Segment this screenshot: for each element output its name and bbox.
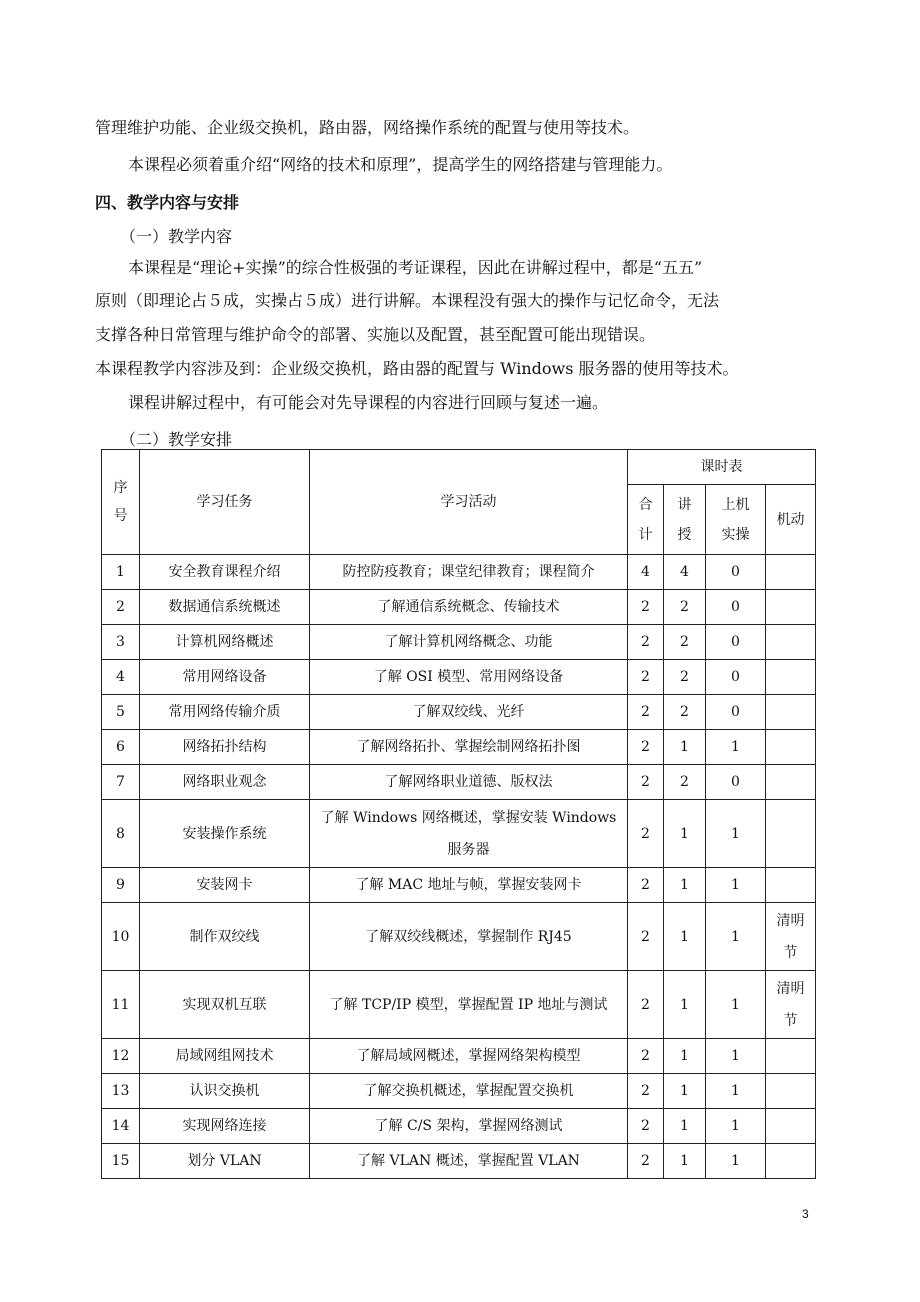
cell-practice-text: 1: [731, 1048, 740, 1064]
cell-lecture: [664, 765, 706, 800]
cell-flex: [766, 971, 816, 1039]
cell-practice-text: 1: [731, 739, 740, 755]
cell-task: [140, 868, 310, 903]
cell-flex: [766, 1144, 816, 1179]
cell-task-text: 网络职业观念: [182, 774, 267, 790]
cell-total-text: 2: [641, 739, 650, 755]
cell-practice: [706, 868, 766, 903]
cell-task: [140, 800, 310, 868]
cell-practice-text: 0: [731, 599, 740, 615]
cell-lecture: [664, 1074, 706, 1109]
cell-total: [628, 765, 664, 800]
cell-task: [140, 695, 310, 730]
cell-activity: [310, 625, 628, 660]
cell-practice: [706, 1074, 766, 1109]
paragraph-line: 支撑各种日常管理与维护命令的部署、实施以及配置，甚至配置可能出现错误。: [95, 325, 656, 344]
cell-activity: [310, 1109, 628, 1144]
cell-flex-text: 节: [783, 1012, 798, 1029]
cell-lecture: [664, 868, 706, 903]
cell-practice: [706, 1109, 766, 1144]
cell-flex-text: 清明: [776, 912, 805, 929]
cell-lecture-text: 1: [680, 928, 689, 945]
cell-total-text: 2: [641, 634, 650, 650]
cell-activity-text: 了解计算机网络概念、功能: [384, 634, 553, 650]
cell-lecture-text: 2: [680, 774, 689, 790]
cell-activity-text: 了解双绞线、光纤: [412, 704, 525, 720]
cell-lecture: [664, 1144, 706, 1179]
cell-flex: [766, 555, 816, 590]
cell-activity-text: 防控防疫教育；课堂纪律教育；课程简介: [342, 564, 595, 580]
cell-lecture: [664, 730, 706, 765]
cell-practice: [706, 1039, 766, 1074]
header-total: [628, 485, 664, 555]
cell-practice: [706, 971, 766, 1039]
header-hours-group: [628, 450, 816, 485]
header-seq-text: 序: [113, 480, 128, 496]
cell-practice: [706, 590, 766, 625]
cell-total: [628, 1144, 664, 1179]
paragraph-line: 原则（即理论占５成，实操占５成）进行讲解。本课程没有强大的操作与记忆命令，无法: [95, 291, 720, 310]
cell-lecture-text: 2: [680, 634, 689, 650]
cell-total: [628, 695, 664, 730]
header-practice: [706, 485, 766, 555]
cell-task-text: 常用网络传输介质: [168, 704, 281, 720]
cell-total-text: 2: [641, 996, 650, 1013]
table-row: [102, 971, 816, 1039]
table-row: [102, 765, 816, 800]
cell-activity-text: 了解双绞线概述，掌握制作 RJ45: [365, 928, 572, 945]
cell-total: [628, 730, 664, 765]
cell-practice-text: 0: [731, 669, 740, 685]
cell-lecture: [664, 903, 706, 971]
cell-lecture: [664, 695, 706, 730]
cell-practice-text: 1: [731, 1153, 740, 1169]
cell-practice: [706, 695, 766, 730]
cell-activity-text: 了解 VLAN 概述，掌握配置 VLAN: [357, 1153, 580, 1169]
cell-practice-text: 1: [731, 928, 740, 945]
cell-activity: [310, 1144, 628, 1179]
cell-practice-text: 1: [731, 996, 740, 1013]
header-activity: [310, 450, 628, 555]
cell-task-text: 认识交换机: [189, 1083, 260, 1099]
table-row: [102, 903, 816, 971]
cell-activity-text: 了解 Windows 网络概述，掌握安装 Windows: [320, 809, 617, 826]
cell-total: [628, 625, 664, 660]
table-row: [102, 625, 816, 660]
cell-no: [102, 590, 140, 625]
cell-flex: [766, 1109, 816, 1144]
section-heading: 四、教学内容与安排: [95, 193, 240, 212]
header-activity-text: 学习活动: [440, 494, 497, 510]
cell-total: [628, 660, 664, 695]
cell-no-text: 8: [116, 825, 125, 842]
cell-task-text: 网络拓扑结构: [182, 739, 267, 755]
cell-activity: [310, 903, 628, 971]
table-row: [102, 1144, 816, 1179]
paragraph-line: 课程讲解过程中，有可能会对先导课程的内容进行回顾与复述一遍。: [128, 393, 609, 412]
cell-total: [628, 555, 664, 590]
cell-lecture: [664, 971, 706, 1039]
header-task-text: 学习任务: [196, 494, 253, 510]
cell-lecture: [664, 660, 706, 695]
table-row: [102, 660, 816, 695]
cell-activity-text: 了解 MAC 地址与帧，掌握安装网卡: [355, 877, 582, 893]
cell-total-text: 2: [641, 669, 650, 685]
cell-no: [102, 1074, 140, 1109]
cell-activity-text: 了解 C/S 架构，掌握网络测试: [374, 1118, 563, 1134]
cell-no-text: 14: [111, 1118, 130, 1134]
header-total-text: 合: [638, 496, 653, 513]
cell-total-text: 2: [641, 825, 650, 842]
header-flex-text: 机动: [776, 511, 805, 528]
cell-activity-text: 了解 TCP/IP 模型，掌握配置 IP 地址与测试: [329, 996, 608, 1013]
cell-no-text: 10: [111, 928, 130, 945]
cell-activity: [310, 971, 628, 1039]
table-row: [102, 800, 816, 868]
cell-no-text: 3: [116, 634, 125, 650]
cell-flex: [766, 590, 816, 625]
cell-no-text: 11: [111, 996, 130, 1013]
cell-flex: [766, 625, 816, 660]
cell-no: [102, 765, 140, 800]
cell-activity: [310, 590, 628, 625]
cell-total: [628, 1074, 664, 1109]
cell-lecture: [664, 625, 706, 660]
cell-practice: [706, 1144, 766, 1179]
cell-lecture-text: 1: [680, 1118, 689, 1134]
cell-activity: [310, 695, 628, 730]
cell-lecture-text: 2: [680, 704, 689, 720]
page-number: 3: [802, 1207, 809, 1221]
cell-total: [628, 1109, 664, 1144]
cell-task: [140, 555, 310, 590]
cell-total-text: 2: [641, 1153, 650, 1169]
cell-total: [628, 590, 664, 625]
cell-practice-text: 0: [731, 704, 740, 720]
cell-total-text: 2: [641, 1083, 650, 1099]
cell-task: [140, 590, 310, 625]
cell-activity: [310, 730, 628, 765]
cell-lecture-text: 1: [680, 1048, 689, 1064]
table-row: [102, 1074, 816, 1109]
cell-no-text: 13: [111, 1083, 130, 1099]
cell-task: [140, 730, 310, 765]
cell-task: [140, 1039, 310, 1074]
cell-task-text: 实现网络连接: [182, 1118, 267, 1134]
cell-no: [102, 625, 140, 660]
cell-practice: [706, 730, 766, 765]
cell-lecture: [664, 555, 706, 590]
cell-flex: [766, 660, 816, 695]
cell-lecture: [664, 800, 706, 868]
cell-practice: [706, 625, 766, 660]
table-row: [102, 695, 816, 730]
cell-no: [102, 971, 140, 1039]
header-lecture-text: 讲: [677, 496, 692, 513]
cell-lecture: [664, 1039, 706, 1074]
cell-lecture-text: 1: [680, 996, 689, 1013]
cell-no: [102, 1144, 140, 1179]
cell-activity-text: 服务器: [447, 841, 490, 858]
cell-activity: [310, 765, 628, 800]
paragraph-line: 本课程是“理论+实操”的综合性极强的考证课程，因此在讲解过程中，都是“五五”: [128, 258, 703, 277]
cell-task-text: 实现双机互联: [182, 996, 267, 1013]
cell-task-text: 数据通信系统概述: [168, 599, 281, 615]
cell-no: [102, 730, 140, 765]
header-seq: [102, 450, 140, 555]
table-row: [102, 868, 816, 903]
cell-task: [140, 625, 310, 660]
table-header-row: [102, 450, 816, 485]
cell-flex-text: 节: [783, 944, 798, 961]
cell-task: [140, 765, 310, 800]
cell-activity-text: 了解网络拓扑、掌握绘制网络拓扑图: [356, 739, 581, 755]
cell-total-text: 2: [641, 599, 650, 615]
cell-activity: [310, 1039, 628, 1074]
cell-practice: [706, 660, 766, 695]
cell-practice-text: 1: [731, 1083, 740, 1099]
cell-task-text: 制作双绞线: [189, 928, 260, 945]
header-seq-text: 号: [113, 508, 128, 524]
cell-task-text: 安装网卡: [196, 877, 253, 893]
table-row: [102, 1039, 816, 1074]
paragraph-line: 管理维护功能、企业级交换机，路由器，网络操作系统的配置与使用等技术。: [95, 118, 640, 137]
cell-practice: [706, 903, 766, 971]
cell-total-text: 2: [641, 1118, 650, 1134]
header-practice-text: 上机: [721, 496, 750, 513]
header-lecture-text: 授: [677, 526, 692, 543]
cell-no-text: 1: [116, 564, 125, 580]
cell-lecture-text: 4: [680, 564, 689, 580]
cell-total-text: 2: [641, 877, 650, 893]
cell-no-text: 2: [116, 599, 125, 615]
cell-total: [628, 868, 664, 903]
cell-activity-text: 了解网络职业道德、版权法: [384, 774, 553, 790]
cell-task-text: 安装操作系统: [182, 825, 267, 842]
cell-no-text: 4: [116, 669, 125, 685]
cell-activity: [310, 660, 628, 695]
cell-total-text: 2: [641, 928, 650, 945]
cell-flex: [766, 868, 816, 903]
paragraph-line: 本课程必须着重介绍“网络的技术和原理”，提高学生的网络搭建与管理能力。: [128, 155, 673, 174]
cell-total: [628, 903, 664, 971]
cell-lecture-text: 2: [680, 669, 689, 685]
cell-total: [628, 1039, 664, 1074]
cell-activity: [310, 868, 628, 903]
schedule-table: [101, 449, 816, 1179]
cell-task: [140, 903, 310, 971]
cell-no: [102, 903, 140, 971]
cell-total-text: 2: [641, 774, 650, 790]
cell-activity-text: 了解交换机概述，掌握配置交换机: [363, 1083, 574, 1099]
paragraph-line: 本课程教学内容涉及到：企业级交换机，路由器的配置与 Windows 服务器的使用等技术。: [95, 359, 739, 378]
cell-practice-text: 1: [731, 1118, 740, 1134]
cell-activity: [310, 1074, 628, 1109]
cell-lecture-text: 1: [680, 1153, 689, 1169]
cell-practice-text: 1: [731, 825, 740, 842]
cell-flex: [766, 695, 816, 730]
cell-no-text: 7: [116, 774, 125, 790]
cell-activity-text: 了解通信系统概念、传输技术: [377, 599, 560, 615]
cell-task-text: 常用网络设备: [182, 669, 267, 685]
table-row: [102, 590, 816, 625]
cell-flex-text: 清明: [776, 980, 805, 997]
cell-task: [140, 660, 310, 695]
cell-no-text: 15: [111, 1153, 130, 1169]
table-row: [102, 555, 816, 590]
header-hours-group-text: 课时表: [700, 459, 743, 475]
cell-lecture-text: 1: [680, 825, 689, 842]
cell-total-text: 2: [641, 704, 650, 720]
table-row: [102, 730, 816, 765]
cell-total-text: 4: [641, 564, 650, 580]
cell-flex: [766, 1039, 816, 1074]
cell-practice: [706, 800, 766, 868]
cell-task: [140, 1074, 310, 1109]
cell-practice-text: 0: [731, 634, 740, 650]
cell-activity-text: 了解 OSI 模型、常用网络设备: [373, 669, 564, 685]
cell-no-text: 12: [111, 1048, 130, 1064]
cell-activity-text: 了解局域网概述，掌握网络架构模型: [356, 1048, 581, 1064]
cell-practice-text: 1: [731, 877, 740, 893]
cell-lecture-text: 1: [680, 739, 689, 755]
cell-no: [102, 1109, 140, 1144]
cell-task-text: 安全教育课程介绍: [168, 564, 281, 580]
cell-task: [140, 1144, 310, 1179]
header-task: [140, 450, 310, 555]
cell-no: [102, 695, 140, 730]
cell-task-text: 计算机网络概述: [175, 634, 274, 650]
table-row: [102, 1109, 816, 1144]
cell-no-text: 6: [116, 739, 125, 755]
cell-practice-text: 0: [731, 774, 740, 790]
cell-no: [102, 868, 140, 903]
cell-no-text: 5: [116, 704, 125, 720]
cell-task-text: 划分 VLAN: [187, 1153, 262, 1169]
header-total-text: 计: [638, 526, 653, 543]
header-flex: [766, 485, 816, 555]
cell-total: [628, 971, 664, 1039]
cell-task: [140, 1109, 310, 1144]
cell-activity: [310, 800, 628, 868]
cell-flex: [766, 903, 816, 971]
cell-no: [102, 660, 140, 695]
cell-flex: [766, 730, 816, 765]
subsection-heading: （一）教学内容: [120, 227, 233, 246]
cell-task: [140, 971, 310, 1039]
cell-total-text: 2: [641, 1048, 650, 1064]
cell-no: [102, 800, 140, 868]
cell-practice: [706, 555, 766, 590]
cell-flex: [766, 765, 816, 800]
cell-lecture-text: 1: [680, 877, 689, 893]
cell-no: [102, 1039, 140, 1074]
cell-lecture: [664, 590, 706, 625]
cell-flex: [766, 800, 816, 868]
cell-lecture-text: 1: [680, 1083, 689, 1099]
cell-no-text: 9: [116, 877, 125, 893]
cell-total: [628, 800, 664, 868]
cell-practice-text: 0: [731, 564, 740, 580]
cell-task-text: 局域网组网技术: [175, 1048, 274, 1064]
header-practice-text: 实操: [721, 526, 750, 543]
subsection-heading: （二）教学安排: [120, 430, 233, 449]
header-lecture: [664, 485, 706, 555]
cell-no: [102, 555, 140, 590]
cell-lecture: [664, 1109, 706, 1144]
cell-practice: [706, 765, 766, 800]
cell-lecture-text: 2: [680, 599, 689, 615]
cell-activity: [310, 555, 628, 590]
cell-flex: [766, 1074, 816, 1109]
